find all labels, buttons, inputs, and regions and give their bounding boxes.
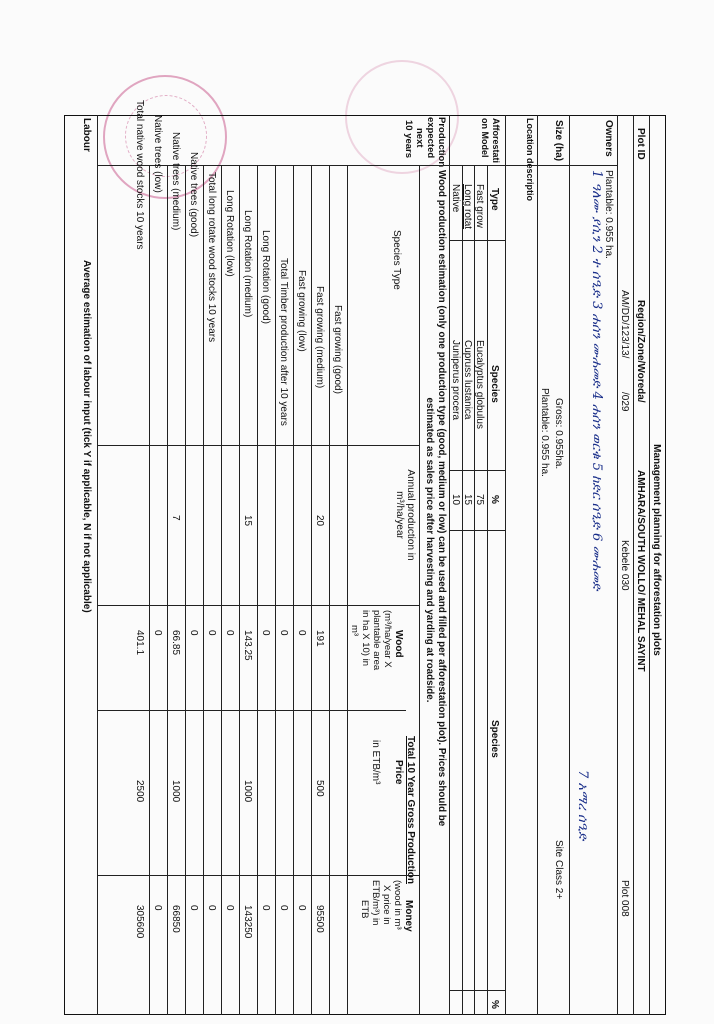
- col-money-line-2: X price in: [381, 885, 392, 925]
- table-row-wood: 0: [260, 630, 271, 636]
- production-label-1: Production: [436, 117, 447, 168]
- col-money-line-3: ETB/m³) in: [370, 880, 381, 926]
- model-header-pct-2: %: [489, 1000, 500, 1009]
- table-row-wood: 401.1: [134, 630, 145, 656]
- model-row-pct: 15: [462, 494, 473, 506]
- table-row-label: Total native wood stocks 10 years: [134, 100, 145, 250]
- table-row-label: Long Rotation (good): [260, 230, 271, 324]
- model-row-pct: 10: [450, 494, 461, 506]
- labour-label: Labour: [81, 118, 92, 152]
- table-row-label: Native trees (good): [188, 152, 199, 238]
- production-note-line-1: Wood production estimation (only one production type (good, medium or low) can be used and filled per afforestation plot). Prices should be: [436, 170, 447, 827]
- table-row-label: Fast growing (medium): [314, 286, 325, 389]
- table-row-price: 500: [314, 780, 325, 797]
- model-header-pct: %: [489, 495, 500, 504]
- model-row-species: Cupruss lustanica: [462, 340, 473, 420]
- production-label-4: 10 years: [403, 120, 414, 159]
- afforestation-label-1: Afforestati: [491, 118, 501, 164]
- table-row-label: Long Rotation (low): [224, 190, 235, 277]
- col-total-header: Total 10 Year Gross Production: [405, 735, 416, 884]
- col-money-title: Money: [403, 900, 414, 932]
- model-header-species-2: Species: [489, 720, 500, 758]
- table-row-wood: 0: [278, 630, 289, 636]
- model-header-type: Type: [489, 188, 500, 211]
- table-row-wood: 143.25: [242, 630, 253, 661]
- labour-note: Average estimation of labour input (tick Y if applicable, N if not applicable): [81, 260, 92, 613]
- table-row-money: 305600: [134, 905, 145, 939]
- table-row-label: Long Rotation (medium): [242, 210, 253, 318]
- table-row-annual: 15: [242, 515, 253, 527]
- production-label-3: next: [414, 128, 425, 148]
- table-row-price: 1000: [170, 780, 181, 803]
- col-price-line-1: in ETB/m³: [370, 740, 381, 785]
- table-row-money: 95500: [314, 905, 325, 933]
- table-row-label: Fast growing (low): [296, 270, 307, 352]
- col-species-type: Species Type: [391, 230, 402, 290]
- table-row-money: 0: [206, 905, 217, 911]
- production-label-2: expected: [425, 117, 436, 159]
- col-money-line-4: ETB: [359, 900, 370, 919]
- size-label: Size (ha): [553, 120, 564, 162]
- table-row-money: 0: [296, 905, 307, 911]
- table-row-price: 2500: [134, 780, 145, 803]
- model-row-type: Fast grow: [474, 184, 485, 228]
- model-header-species: Species: [489, 365, 500, 403]
- owners-handwritten-line-1: 1 ዓለሙ ያሲን 2 ተ ሰዒድ 3 ሐሰን ሙሐመድ 4 ሐሰን ወርቁ 5 ከድር ሰዒድ 6 ሙሐመድ: [589, 170, 604, 591]
- production-note-line-2: estimated as sales price after harvesting and yarding at roadside.: [424, 397, 435, 703]
- table-row-money: 0: [278, 905, 289, 911]
- model-row-type: Long rotat: [462, 184, 473, 230]
- col-wood-title: Wood: [393, 630, 404, 658]
- table-row-wood: 0: [152, 630, 163, 636]
- col-wood-line-3: in ha X 10) in: [360, 610, 371, 666]
- table-row-label: Fast growing (good): [332, 305, 343, 394]
- table-row-label: Total Timber production after 10 years: [278, 258, 289, 426]
- table-row-label: Native trees (low): [152, 115, 163, 193]
- afforestation-label-2: on Model: [480, 118, 490, 158]
- col-wood-line-4: m³: [349, 625, 360, 637]
- table-row-annual: 20: [314, 515, 325, 527]
- form-frame: [64, 115, 666, 1015]
- table-row-money: 66850: [170, 905, 181, 933]
- table-row-money: 143250: [242, 905, 253, 939]
- owners-handwritten-line-2: 7 አማረ ሰዒድ: [575, 770, 590, 841]
- table-row-money: 0: [152, 905, 163, 911]
- location-label: Location descriptio: [525, 118, 535, 202]
- table-row-wood: 0: [224, 630, 235, 636]
- table-row-wood: 66.85: [170, 630, 181, 656]
- table-row-wood: 0: [206, 630, 217, 636]
- table-row-label: Native trees (medium): [170, 132, 181, 231]
- col-annual-line-1: Annual production in: [405, 469, 416, 561]
- table-row-annual: 7: [170, 515, 181, 521]
- table-row-money: 0: [188, 905, 199, 911]
- table-row-label: Total long rotate wood stocks 10 years: [206, 172, 217, 343]
- col-price-title: Price: [393, 760, 404, 785]
- kebele-value: Kebele 030: [619, 540, 630, 591]
- table-row-wood: 0: [296, 630, 307, 636]
- table-row-wood: 0: [188, 630, 199, 636]
- col-money-line-1: (wood in m³: [392, 880, 403, 930]
- owners-label: Owners: [603, 120, 614, 157]
- site-class-value: Site Class 2+: [553, 840, 564, 900]
- model-row-species: Juniperus procera: [450, 340, 461, 421]
- plantable-value: Plantable: 0.955 ha.: [539, 388, 550, 477]
- code-suffix: /029: [619, 392, 630, 412]
- table-row-money: 0: [224, 905, 235, 911]
- plot-id-label: Plot ID: [635, 128, 646, 160]
- gross-value: Gross: 0.955ha.: [553, 398, 564, 470]
- model-row-type: Native: [450, 184, 461, 213]
- form-title: Management planning for afforestation plots: [651, 444, 662, 656]
- table-row-wood: 191: [314, 630, 325, 647]
- code-value: AM/DD/123/13/: [619, 290, 630, 359]
- plantable-owner: Plantable: 0.955 ha.: [603, 170, 614, 259]
- col-wood-line-1: (m³/ha/year X: [382, 610, 393, 668]
- plot-number: Plot 008: [619, 880, 630, 917]
- table-row-price: 1000: [242, 780, 253, 803]
- region-value: AMHARA/SOUTH WOLLO/ MEHAL SAYINT: [635, 470, 646, 672]
- table-row-money: 0: [260, 905, 271, 911]
- model-row-pct: 75: [474, 494, 485, 506]
- model-row-species: Eucalyptus globulus: [474, 340, 485, 429]
- region-label: Region/Zone/Woreda/: [635, 300, 646, 403]
- col-wood-line-2: plantable area: [371, 610, 382, 671]
- col-annual-line-2: m³/ha/year: [394, 491, 405, 539]
